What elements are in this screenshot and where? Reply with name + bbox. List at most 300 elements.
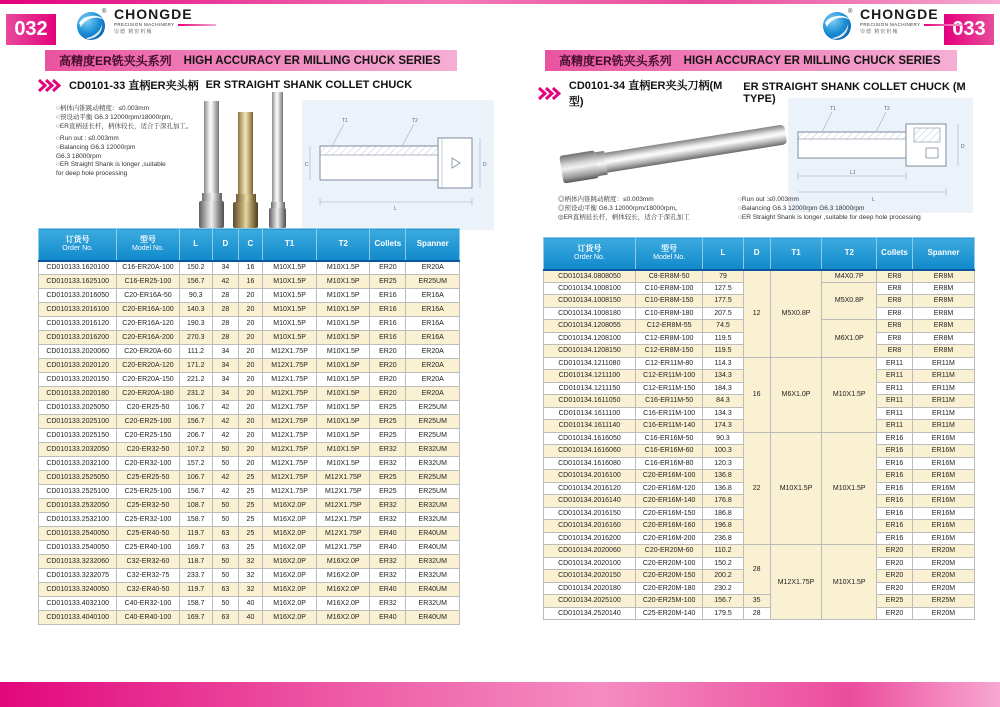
table-cell: ER16M	[912, 507, 974, 520]
table-cell: ER25	[370, 401, 406, 415]
table-cell: 108.7	[179, 499, 212, 513]
table-cell: 34	[212, 261, 238, 275]
table-cell: ER16M	[912, 482, 974, 495]
table-cell: 140.3	[179, 303, 212, 317]
column-header: 型号 Model No.	[117, 229, 179, 261]
page-032	[0, 0, 500, 680]
table-cell: 63	[212, 541, 238, 555]
table-cell: C10-ER8M-180	[635, 307, 703, 320]
brand-name-cn: 崇德 精密机械	[860, 28, 899, 35]
brand-name: CHONGDE	[114, 6, 193, 22]
table-cell: 158.7	[179, 597, 212, 611]
table-cell: 20	[238, 303, 262, 317]
note-line: ○ER Straight Shank is longer ,suitable	[56, 161, 166, 169]
table-cell: ER16	[877, 532, 913, 545]
table-cell: M10X1.5P	[317, 345, 370, 359]
table-cell: ER20A	[406, 359, 460, 373]
table-cell: C20-ER16M-150	[635, 507, 703, 520]
table-cell: 28	[212, 331, 238, 345]
table-cell: M12X1.75P	[262, 429, 316, 443]
table-cell: M10X1.5P	[317, 415, 370, 429]
table-cell: M12X1.75P	[262, 471, 316, 485]
table-cell: 110.2	[703, 545, 743, 558]
table-cell: ER32	[370, 513, 406, 527]
table-cell: ER20A	[406, 387, 460, 401]
note-line: ◎ER直柄延长杆，柄体较长，适合于深孔加工	[558, 213, 690, 221]
table-cell: CD010134.2016140	[544, 495, 636, 508]
note-line: ◎预设动平衡 G6.3 12000rpm/18000rpm。	[558, 204, 682, 212]
table-cell: C20-ER20A-150	[117, 373, 179, 387]
collet-chuck-photo	[199, 101, 224, 228]
table-cell: ER20M	[912, 545, 974, 558]
table-cell: 50	[212, 513, 238, 527]
table-cell: CD010134.2020060	[544, 545, 636, 558]
table-cell: 84.3	[703, 395, 743, 408]
table-cell: ER11	[877, 370, 913, 383]
table-cell: ER16	[877, 520, 913, 533]
table-cell: M12X1.75P	[262, 373, 316, 387]
table-cell: ER40UM	[406, 611, 460, 625]
table-cell: 236.8	[703, 532, 743, 545]
table-cell: M10X1.5P	[317, 289, 370, 303]
table-cell: 63	[212, 611, 238, 625]
globe-icon	[820, 7, 856, 43]
brand-name: CHONGDE	[860, 6, 939, 22]
table-cell: ER8	[877, 345, 913, 358]
product-code: CD0101-33 直柄ER夹头柄	[69, 80, 199, 92]
table-cell: M10X1.5P	[262, 289, 316, 303]
table-cell: 32	[238, 569, 262, 583]
table-cell: ER25	[370, 429, 406, 443]
note-line: ○Run out : ≤0.003mm	[56, 135, 119, 142]
table-row	[39, 261, 460, 275]
table-cell: 230.2	[703, 582, 743, 595]
table-row	[39, 317, 460, 331]
page-number: 032	[6, 14, 56, 45]
column-header: Spanner	[912, 238, 974, 270]
table-cell: 221.2	[179, 373, 212, 387]
table-cell: ER16	[877, 432, 913, 445]
table-cell: C16-ER16M-80	[635, 457, 703, 470]
note-line: ○Balancing G6.3 12000rpm G6.3 18000rpm	[738, 204, 865, 212]
note-line: ○柄体内锥跳动精度：≤0.003mm	[56, 105, 150, 112]
table-cell: CD010134.1208150	[544, 345, 636, 358]
table-cell: C20-ER16A-120	[117, 317, 179, 331]
table-cell: 20	[238, 429, 262, 443]
table-cell: ER20M	[912, 557, 974, 570]
table-cell: ER11M	[912, 382, 974, 395]
note-line: G6.3 18000rpm	[56, 152, 102, 160]
table-cell: CD010133.2025150	[39, 429, 117, 443]
table-cell: 20	[238, 387, 262, 401]
table-cell: 35	[743, 595, 770, 608]
notes-chinese	[56, 105, 206, 131]
table-cell: 158.7	[179, 513, 212, 527]
table-cell: CD010134.1611050	[544, 395, 636, 408]
note-line: for deep hole processing	[56, 170, 128, 178]
table-row	[39, 485, 460, 499]
table-cell: 111.2	[179, 345, 212, 359]
table-cell: ER8M	[912, 270, 974, 283]
table-cell: C40-ER40-100	[117, 611, 179, 625]
table-cell: M10X1.5P	[317, 401, 370, 415]
table-cell: ER25UM	[406, 471, 460, 485]
table-cell: CD010133.4032100	[39, 597, 117, 611]
table-cell: C16-ER20A-100	[117, 261, 179, 275]
collet-chuck-photo	[559, 120, 788, 183]
table-cell: C20-ER20M-100	[635, 557, 703, 570]
table-cell: ER40UM	[406, 527, 460, 541]
table-cell: ER20	[877, 582, 913, 595]
table-cell: CD010134.2020150	[544, 570, 636, 583]
table-row	[39, 415, 460, 429]
table-cell: CD010134.1211080	[544, 357, 636, 370]
table-cell: M16X2.0P	[317, 583, 370, 597]
brand-subtitle: PRECISION MACHINERY	[114, 23, 216, 28]
table-cell: C12-ER11M-150	[635, 382, 703, 395]
table-cell: C16-ER25-100	[117, 275, 179, 289]
table-row	[39, 555, 460, 569]
table-row	[544, 357, 975, 370]
table-cell: C25-ER40-100	[117, 541, 179, 555]
table-cell: C16-ER16M-50	[635, 432, 703, 445]
table-row	[39, 457, 460, 471]
table-cell: 28	[743, 545, 770, 595]
table-cell: ER16	[370, 303, 406, 317]
table-cell: 79	[703, 270, 743, 283]
table-cell: 200.2	[703, 570, 743, 583]
table-cell: M5X0.8P	[822, 282, 877, 320]
table-cell: CD010133.1620100	[39, 261, 117, 275]
table-cell: M16X2.0P	[317, 597, 370, 611]
table-cell: CD010133.2020150	[39, 373, 117, 387]
table-cell: C25-ER25-100	[117, 485, 179, 499]
table-cell: ER25M	[912, 595, 974, 608]
table-cell: 270.3	[179, 331, 212, 345]
table-cell: 25	[238, 513, 262, 527]
svg-text:T1: T1	[342, 118, 348, 124]
svg-text:L1: L1	[850, 170, 856, 176]
table-cell: 20	[238, 289, 262, 303]
table-cell: C25-ER32-50	[117, 499, 179, 513]
table-cell: ER25UM	[406, 275, 460, 289]
table-cell: M16X2.0P	[262, 569, 316, 583]
note-line: ◎柄体内锥跳动精度：≤0.003mm	[558, 196, 654, 203]
table-cell: ER32	[370, 569, 406, 583]
table-cell: 206.7	[179, 429, 212, 443]
table-row	[39, 429, 460, 443]
table-cell: M4X0.7P	[822, 270, 877, 283]
table-cell: 40	[238, 597, 262, 611]
table-row	[544, 595, 975, 608]
table-cell: M12X1.75P	[317, 513, 370, 527]
table-cell: 156.7	[179, 415, 212, 429]
table-cell: C20-ER20M-180	[635, 582, 703, 595]
table-cell: ER16	[370, 289, 406, 303]
notes-english	[738, 196, 988, 222]
table-cell: M16X2.0P	[317, 611, 370, 625]
table-cell: C32-ER40-50	[117, 583, 179, 597]
table-cell: C20-ER20A-120	[117, 359, 179, 373]
table-cell: ER32UM	[406, 513, 460, 527]
table-cell: M12X1.75P	[262, 457, 316, 471]
table-cell: ER25	[877, 595, 913, 608]
chevrons-icon	[38, 79, 62, 92]
table-cell: ER40	[370, 541, 406, 555]
collet-chuck-photo	[269, 92, 286, 228]
table-cell: ER11	[877, 420, 913, 433]
table-cell: 233.7	[179, 569, 212, 583]
column-header: D	[212, 229, 238, 261]
table-row	[39, 289, 460, 303]
table-cell: ER8	[877, 332, 913, 345]
table-cell: ER11	[877, 395, 913, 408]
table-cell: 119.7	[179, 527, 212, 541]
table-cell: ER20	[877, 557, 913, 570]
table-row	[544, 545, 975, 558]
table-cell: CD010133.2525100	[39, 485, 117, 499]
table-cell: CD010133.2032100	[39, 457, 117, 471]
table-cell: M12X1.75P	[262, 485, 316, 499]
table-cell: ER11M	[912, 407, 974, 420]
table-cell: C20-ER20M-150	[635, 570, 703, 583]
table-cell: CD010133.2025100	[39, 415, 117, 429]
table-cell: C20-ER32-50	[117, 443, 179, 457]
table-cell: 136.8	[703, 482, 743, 495]
table-cell: C8-ER8M-50	[635, 270, 703, 283]
table-cell: M16X2.0P	[262, 499, 316, 513]
product-photo	[552, 112, 802, 194]
table-cell: M10X1.5P	[317, 373, 370, 387]
table-cell: M16X2.0P	[262, 583, 316, 597]
table-cell: M16X2.0P	[262, 597, 316, 611]
technical-drawing	[302, 100, 494, 230]
table-cell: 34	[212, 373, 238, 387]
series-title-en: HIGH ACCURACY ER MILLING CHUCK SERIES	[183, 54, 441, 67]
table-cell: ER8	[877, 295, 913, 308]
note-line: ○Balancing G6.3 12000rpm	[56, 143, 136, 151]
table-cell: M10X1.5P	[822, 357, 877, 432]
table-cell: ER20	[877, 607, 913, 620]
svg-text:L: L	[872, 197, 875, 203]
column-header: Collets	[370, 229, 406, 261]
table-cell: ER16M	[912, 445, 974, 458]
table-cell: CD010134.1211100	[544, 370, 636, 383]
table-cell: CD010133.3232060	[39, 555, 117, 569]
table-cell: CD010133.1625100	[39, 275, 117, 289]
table-cell: M12X1.75P	[262, 345, 316, 359]
table-cell: M12X1.75P	[317, 471, 370, 485]
table-cell: CD010133.2020120	[39, 359, 117, 373]
table-cell: M12X1.75P	[262, 415, 316, 429]
table-cell: ER20	[370, 387, 406, 401]
table-cell: 150.2	[179, 261, 212, 275]
column-header: T1	[770, 238, 822, 270]
column-header: 订货号 Order No.	[39, 229, 117, 261]
table-cell: CD010133.3240050	[39, 583, 117, 597]
table-cell: 176.8	[703, 495, 743, 508]
table-cell: M10X1.5P	[822, 545, 877, 620]
series-banner	[45, 50, 457, 71]
table-cell: ER32UM	[406, 597, 460, 611]
table-cell: ER16A	[406, 331, 460, 345]
column-header: Spanner	[406, 229, 460, 261]
table-cell: ER40	[370, 583, 406, 597]
table-cell: CD010133.2016100	[39, 303, 117, 317]
table-cell: 25	[238, 499, 262, 513]
table-cell: CD010134.2016200	[544, 532, 636, 545]
table-cell: CD010133.3232075	[39, 569, 117, 583]
note-line: ○Run out :≤0.003mm	[738, 196, 799, 203]
table-row	[39, 569, 460, 583]
table-cell: M6X1.0P	[770, 357, 822, 432]
table-cell: ER25	[370, 415, 406, 429]
table-cell: CD010133.2540050	[39, 541, 117, 555]
table-cell: 184.3	[703, 382, 743, 395]
note-line: ○ER Straight Shank is longer ,suitable for deep hole processing	[738, 213, 921, 221]
table-cell: 134.3	[703, 407, 743, 420]
product-name-en: ER STRAIGHT SHANK COLLET CHUCK (M TYPE)	[743, 81, 966, 105]
brand-subtitle: PRECISION MACHINERY	[860, 23, 962, 28]
table-cell: M10X1.5P	[262, 261, 316, 275]
table-cell: 120.3	[703, 457, 743, 470]
series-banner	[545, 50, 957, 71]
table-cell: 25	[238, 527, 262, 541]
table-cell: M10X1.5P	[317, 303, 370, 317]
table-cell: ER40	[370, 611, 406, 625]
table-row	[39, 597, 460, 611]
table-cell: M12X1.75P	[262, 401, 316, 415]
table-cell: 32	[238, 555, 262, 569]
table-cell: ER32UM	[406, 499, 460, 513]
table-cell: ER32	[370, 597, 406, 611]
table-cell: C10-ER8M-100	[635, 282, 703, 295]
table-cell: CD010134.2025100	[544, 595, 636, 608]
table-cell: ER16M	[912, 432, 974, 445]
table-cell: ER16	[370, 317, 406, 331]
table-cell: ER8	[877, 307, 913, 320]
table-cell: ER32UM	[406, 443, 460, 457]
table-cell: CD010134.1616060	[544, 445, 636, 458]
table-cell: C20-ER32-100	[117, 457, 179, 471]
table-cell: 231.2	[179, 387, 212, 401]
table-cell: ER20	[877, 545, 913, 558]
table-cell: 20	[238, 317, 262, 331]
table-cell: 28	[212, 317, 238, 331]
table-cell: 50	[212, 443, 238, 457]
series-title-cn: 高精度ER铣夹头系列	[559, 54, 672, 68]
table-cell: C40-ER32-100	[117, 597, 179, 611]
table-cell: 20	[238, 331, 262, 345]
table-cell: CD010134.2020100	[544, 557, 636, 570]
table-cell: C20-ER25-150	[117, 429, 179, 443]
table-cell: CD010133.2540050	[39, 527, 117, 541]
table-cell: ER40	[370, 527, 406, 541]
table-row	[39, 387, 460, 401]
table-cell: ER40UM	[406, 541, 460, 555]
table-cell: M10X1.5P	[317, 429, 370, 443]
table-cell: CD010133.2020180	[39, 387, 117, 401]
svg-text:®: ®	[102, 9, 107, 15]
table-cell: ER16M	[912, 520, 974, 533]
table-cell: 156.7	[703, 595, 743, 608]
table-cell: ER11	[877, 382, 913, 395]
table-row	[39, 611, 460, 625]
table-cell: CD010133.2025050	[39, 401, 117, 415]
table-cell: ER32	[370, 499, 406, 513]
column-header: 订货号 Order No.	[544, 238, 636, 270]
table-cell: ER20	[877, 570, 913, 583]
note-line: ○ER直柄延长杆，柄体较长，适合于深孔加工。	[56, 122, 193, 130]
table-cell: CD010134.1616050	[544, 432, 636, 445]
table-cell: ER16A	[406, 289, 460, 303]
table-cell: 169.7	[179, 611, 212, 625]
table-cell: 169.7	[179, 541, 212, 555]
table-cell: C16-ER11M-100	[635, 407, 703, 420]
table-cell: C32-ER32-60	[117, 555, 179, 569]
table-cell: C12-ER8M-100	[635, 332, 703, 345]
table-cell: M10X1.5P	[262, 303, 316, 317]
table-cell: ER16	[877, 470, 913, 483]
table-cell: CD010133.2532050	[39, 499, 117, 513]
table-cell: ER11M	[912, 370, 974, 383]
table-cell: 28	[212, 289, 238, 303]
table-cell: C12-ER8M-55	[635, 320, 703, 333]
table-cell: M10X1.5P	[822, 432, 877, 545]
table-cell: M12X1.75P	[262, 387, 316, 401]
svg-text:®: ®	[848, 9, 853, 15]
table-cell: M12X1.75P	[770, 545, 822, 620]
table-cell: 42	[212, 485, 238, 499]
table-cell: M16X2.0P	[317, 555, 370, 569]
table-cell: ER20A	[406, 345, 460, 359]
table-cell: ER8M	[912, 282, 974, 295]
table-cell: ER16M	[912, 457, 974, 470]
table-cell: ER16A	[406, 303, 460, 317]
table-cell: M5X0.8P	[770, 270, 822, 358]
table-cell: 25	[238, 541, 262, 555]
table-cell: C20-ER16M-120	[635, 482, 703, 495]
table-cell: M16X2.0P	[262, 527, 316, 541]
table-cell: ER25	[370, 275, 406, 289]
globe-icon	[74, 7, 110, 43]
table-cell: 28	[743, 607, 770, 620]
table-cell: ER32UM	[406, 555, 460, 569]
table-cell: C20-ER20A-60	[117, 345, 179, 359]
table-cell: CD010134.1211150	[544, 382, 636, 395]
table-cell: M10X1.5P	[317, 387, 370, 401]
notes-english	[56, 135, 206, 179]
table-cell: ER20M	[912, 582, 974, 595]
series-title-en: HIGH ACCURACY ER MILLING CHUCK SERIES	[683, 54, 941, 67]
table-cell: 119.5	[703, 332, 743, 345]
table-cell: CD010134.1616080	[544, 457, 636, 470]
svg-text:T2: T2	[884, 106, 890, 112]
table-cell: 106.7	[179, 401, 212, 415]
table-cell: ER16M	[912, 532, 974, 545]
table-cell: 50	[212, 597, 238, 611]
table-cell: 50	[212, 569, 238, 583]
table-cell: ER25UM	[406, 429, 460, 443]
table-cell: 118.7	[179, 555, 212, 569]
table-row	[39, 345, 460, 359]
table-cell: 42	[212, 401, 238, 415]
table-cell: ER32	[370, 457, 406, 471]
chevrons-icon	[538, 87, 562, 100]
table-cell: C20-ER25M-100	[635, 595, 703, 608]
table-cell: 106.7	[179, 471, 212, 485]
table-cell: C20-ER16A-200	[117, 331, 179, 345]
